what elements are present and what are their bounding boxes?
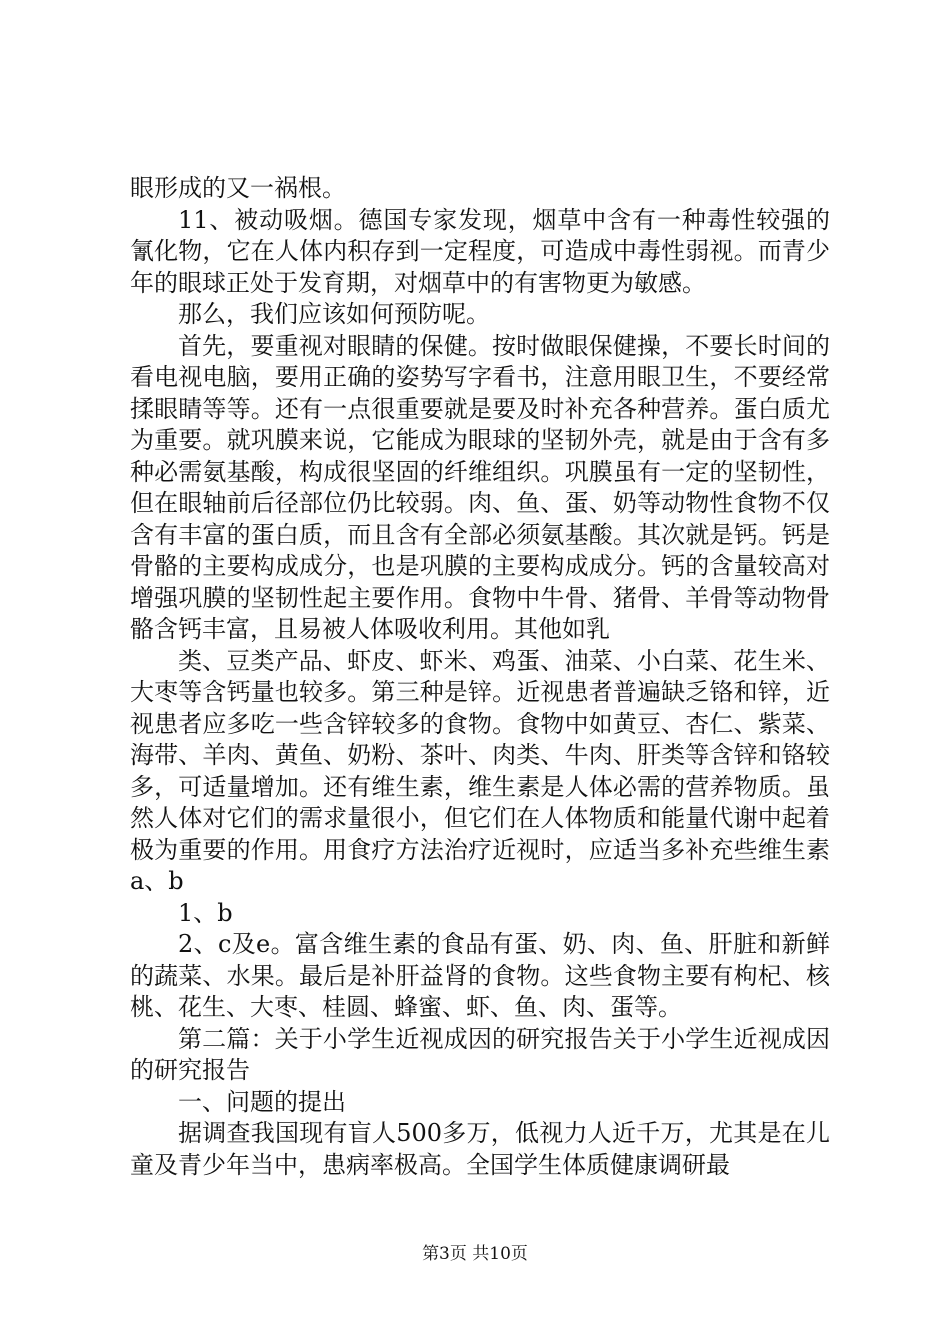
paragraph-9: 一、问题的提出 <box>178 1087 346 1116</box>
paragraph-5: 类、豆类产品、虾皮、虾米、鸡蛋、油菜、小白菜、花生米、大枣等含钙量也较多。第三种是锌。近视患者普遍缺乏铬和锌，近视患者应多吃一些含锌较多的食物。食物中如黄豆、杏仁、紫菜、海带、羊肉、黄鱼、奶粉、茶叶、肉类、牛肉、肝类等含锌和铬较多，可适量增加。还有维生素，维生素是人体必需的营养物质。虽然人体对它们的需求量很小，但它们在人体物质和能量代谢中起着极为重要的作用。用食疗方法治疗近视时，应适当多补充些维生素a、b <box>130 646 830 895</box>
paragraph-1: 眼形成的又一祸根。 <box>130 174 346 202</box>
page-footer <box>0 1243 950 1265</box>
paragraph-4: 首先，要重视对眼睛的保健。按时做眼保健操，不要长时间的看电视电脑，要用正确的姿势写字看书，注意用眼卫生，不要经常揉眼睛等等。还有一点很重要就是要及时补充各种营养。蛋白质尤为重要。就巩膜来说，它能成为眼球的坚韧外壳，就是由于含有多种必需氨基酸，构成很坚固的纤维组织。巩膜虽有一定的坚韧性，但在眼轴前后径部位仍比较弱。肉、鱼、蛋、奶等动物性食物不仅含有丰富的蛋白质，而且含有全部必须氨基酸。其次就是钙。钙是骨骼的主要构成成分，也是巩膜的主要构成成分。钙的含量较高对增强巩膜的坚韧性起主要作用。食物中牛骨、猪骨、羊骨等动物骨骼含钙丰富，且易被人体吸收利用。其他如乳 <box>130 331 830 643</box>
paragraph-6: 1、b <box>178 898 233 927</box>
paragraph-7: 2、c及e。富含维生素的食品有蛋、奶、肉、鱼、肝脏和新鲜的蔬菜、水果。最后是补肝益肾的食物。这些食物主要有枸杞、核桃、花生、大枣、桂圆、蜂蜜、虾、鱼、肉、蛋等。 <box>130 930 830 1021</box>
paragraph-2: 11、被动吸烟。德国专家发现，烟草中含有一种毒性较强的氰化物，它在人体内积存到一定程度，可造成中毒性弱视。而青少年的眼球正处于发育期，对烟草中的有害物更为敏感。 <box>130 205 830 297</box>
page-number: 第3页 共10页 <box>422 1244 528 1264</box>
paragraph-8: 第二篇：关于小学生近视成因的研究报告关于小学生近视成因的研究报告 <box>130 1024 830 1084</box>
paragraph-3: 那么，我们应该如何预防呢。 <box>178 300 490 328</box>
paragraph-10: 据调查我国现有盲人500多万，低视力人近千万，尤其是在儿童及青少年当中，患病率极高。全国学生体质健康调研最 <box>130 1119 830 1179</box>
document-body <box>130 173 830 1181</box>
